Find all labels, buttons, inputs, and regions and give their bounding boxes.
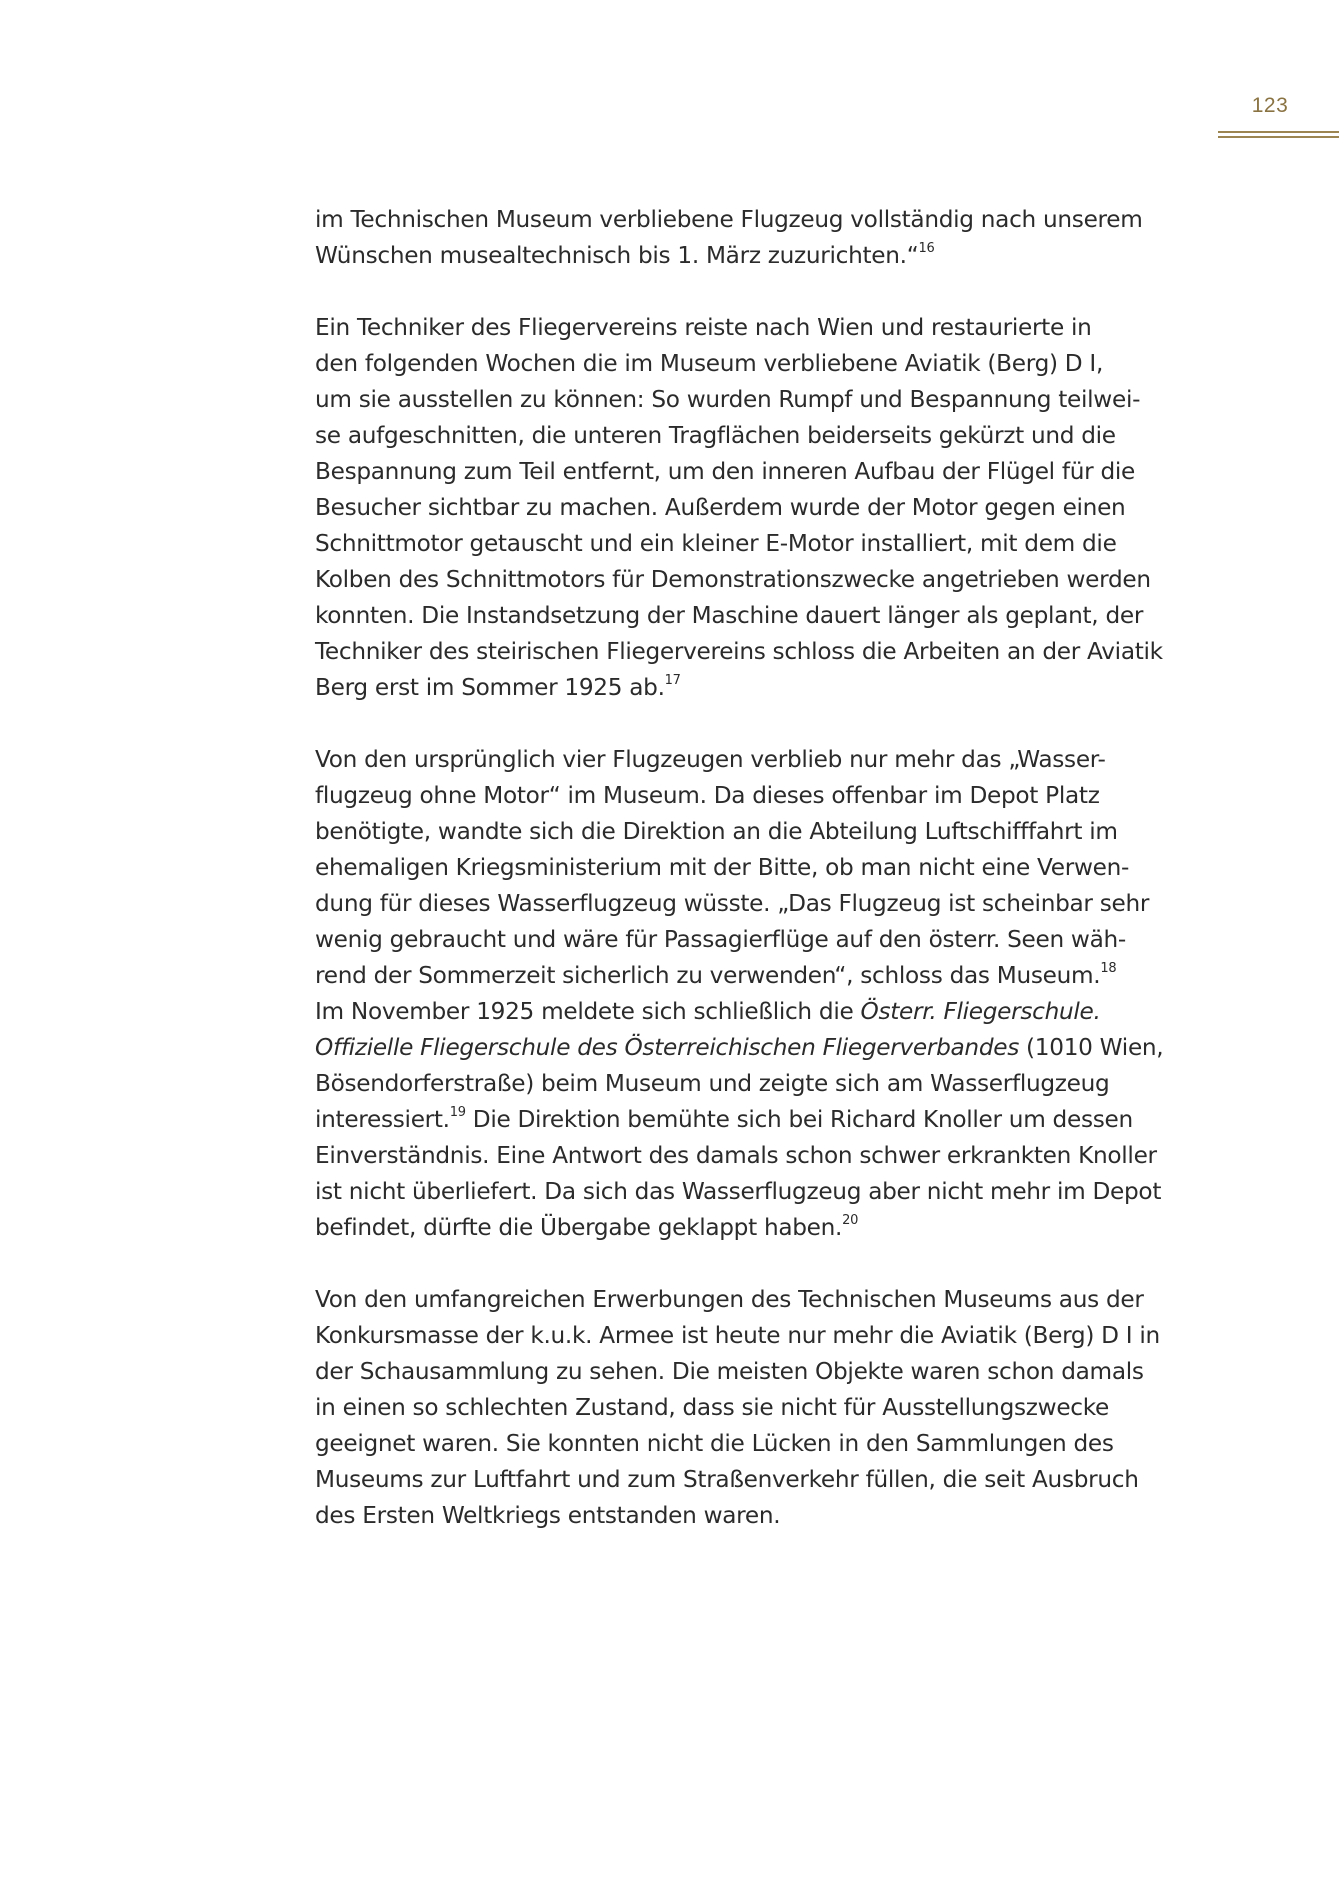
- text-line: im Technischen Museum verbliebene Flugzeug vollständig nach unserem: [315, 206, 1143, 233]
- paragraph-2: [315, 310, 1205, 706]
- paragraph-1: [315, 202, 1205, 274]
- text-span: Wünschen musealtechnisch bis 1. März zuzurichten.“: [315, 242, 919, 269]
- text-line: [315, 1030, 1205, 1066]
- text-line: der Schausammlung zu sehen. Die meisten Objekte waren schon damals: [315, 1358, 1144, 1385]
- text-span: rend der Sommerzeit sicherlich zu verwenden“, schloss das Museum.: [315, 962, 1101, 989]
- text-line: in einen so schlechten Zustand, dass sie nicht für Ausstellungszwecke: [315, 1394, 1109, 1421]
- text-line: Einverständnis. Eine Antwort des damals schon schwer erkrankten Knoller: [315, 1142, 1157, 1169]
- footnote-marker: 19: [449, 1105, 466, 1121]
- text-line: ist nicht überliefert. Da sich das Wasserflugzeug aber nicht mehr im Depot: [315, 1178, 1162, 1205]
- footnote-marker: 20: [842, 1213, 859, 1229]
- text-line: des Ersten Weltkriegs entstanden waren.: [315, 1502, 781, 1529]
- header-rule-bottom: [1218, 136, 1339, 138]
- text-line: [315, 238, 1205, 274]
- text-span: befindet, dürfte die Übergabe geklappt haben.: [315, 1214, 843, 1241]
- text-line: Ein Techniker des Fliegervereins reiste nach Wien und restaurierte in: [315, 314, 1092, 341]
- text-line: Besucher sichtbar zu machen. Außerdem wurde der Motor gegen einen: [315, 494, 1126, 521]
- text-line: [315, 958, 1205, 994]
- text-line: [315, 1210, 1205, 1246]
- text-span: Im November 1925 meldete sich schließlich die: [315, 998, 861, 1025]
- italic-title: Offizielle Fliegerschule des Österreichischen Fliegerverbandes: [315, 1034, 1019, 1061]
- text-line: flugzeug ohne Motor“ im Museum. Da dieses offenbar im Depot Platz: [315, 782, 1100, 809]
- footnote-marker: 17: [664, 673, 681, 689]
- text-line: Techniker des steirischen Fliegervereins schloss die Arbeiten an der Aviatik: [315, 638, 1163, 665]
- text-line: [315, 1102, 1205, 1138]
- paragraph-4: [315, 1282, 1205, 1534]
- text-line: Bespannung zum Teil entfernt, um den inneren Aufbau der Flügel für die: [315, 458, 1135, 485]
- text-line: Von den ursprünglich vier Flugzeugen verblieb nur mehr das „Wasser-: [315, 746, 1106, 773]
- footnote-marker: 16: [918, 241, 935, 257]
- text-line: Kolben des Schnittmotors für Demonstrationszwecke angetrieben werden: [315, 566, 1151, 593]
- text-line: den folgenden Wochen die im Museum verbliebene Aviatik (Berg) D I,: [315, 350, 1104, 377]
- text-line: wenig gebraucht und wäre für Passagierflüge auf den österr. Seen wäh-: [315, 926, 1126, 953]
- text-line: ehemaligen Kriegsministerium mit der Bitte, ob man nicht eine Verwen-: [315, 854, 1130, 881]
- text-line: Bösendorferstraße) beim Museum und zeigte sich am Wasserflugzeug: [315, 1070, 1110, 1097]
- header-rule-top: [1218, 131, 1339, 133]
- text-line: um sie ausstellen zu können: So wurden Rumpf und Bespannung teilwei-: [315, 386, 1141, 413]
- text-span: Die Direktion bemühte sich bei Richard Knoller um dessen: [465, 1106, 1133, 1133]
- text-line: [315, 994, 1205, 1030]
- page-number: 123: [1251, 94, 1289, 117]
- text-line: Von den umfangreichen Erwerbungen des Technischen Museums aus der: [315, 1286, 1144, 1313]
- text-span: interessiert.: [315, 1106, 450, 1133]
- text-span: Berg erst im Sommer 1925 ab.: [315, 674, 665, 701]
- body-text: [315, 202, 1205, 1570]
- paragraph-3: [315, 742, 1205, 1246]
- text-line: geeignet waren. Sie konnten nicht die Lücken in den Sammlungen des: [315, 1430, 1114, 1457]
- text-line: benötigte, wandte sich die Direktion an die Abteilung Luftschifffahrt im: [315, 818, 1118, 845]
- text-line: Konkursmasse der k.u.k. Armee ist heute nur mehr die Aviatik (Berg) D I in: [315, 1322, 1160, 1349]
- text-line: Museums zur Luftfahrt und zum Straßenverkehr füllen, die seit Ausbruch: [315, 1466, 1139, 1493]
- text-line: dung für dieses Wasserflugzeug wüsste. „Das Flugzeug ist scheinbar sehr: [315, 890, 1150, 917]
- text-span: (1010 Wien,: [1018, 1034, 1164, 1061]
- text-line: Schnittmotor getauscht und ein kleiner E-Motor installiert, mit dem die: [315, 530, 1117, 557]
- text-line: se aufgeschnitten, die unteren Tragflächen beiderseits gekürzt und die: [315, 422, 1116, 449]
- footnote-marker: 18: [1100, 961, 1117, 977]
- text-line: [315, 670, 1205, 706]
- text-line: konnten. Die Instandsetzung der Maschine dauert länger als geplant, der: [315, 602, 1144, 629]
- italic-title: Österr. Fliegerschule.: [860, 998, 1101, 1025]
